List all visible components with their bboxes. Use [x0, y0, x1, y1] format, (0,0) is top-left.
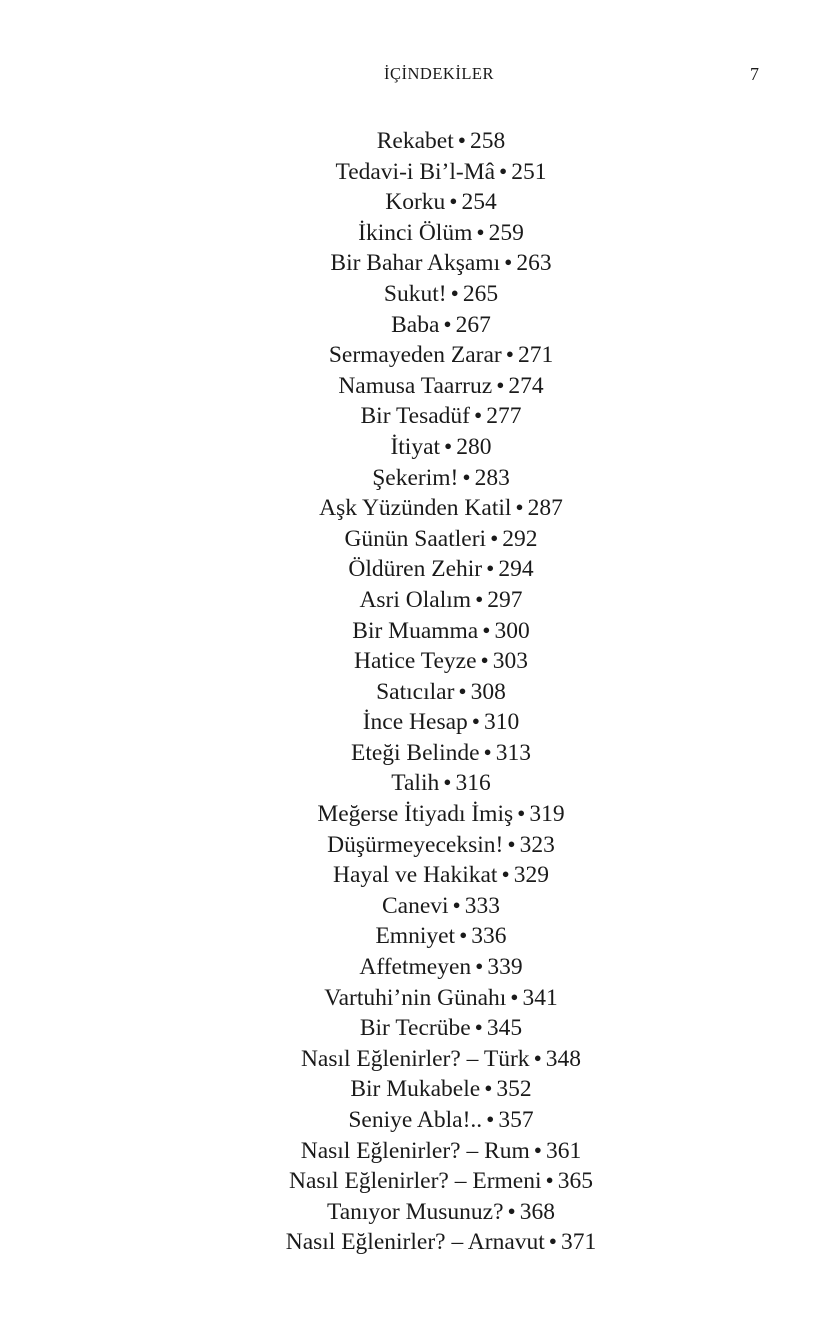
toc-entry: [0, 187, 827, 218]
toc-entry-title: Rekabet: [376, 128, 454, 154]
toc-entry: [0, 524, 827, 555]
toc-entry-title: Asri Olalım: [359, 586, 472, 613]
toc-entry-title: Emniyet: [375, 923, 456, 950]
toc-entry-title: Öldüren Zehir: [348, 556, 483, 583]
bullet-separator: •: [475, 954, 484, 981]
bullet-separator: •: [482, 617, 491, 644]
toc-entry: [0, 677, 827, 708]
toc-entry: [0, 646, 827, 677]
bullet-separator: •: [458, 678, 467, 705]
bullet-separator: •: [496, 372, 505, 399]
toc-entry-title: Affetmeyen: [359, 954, 472, 981]
bullet-separator: •: [452, 892, 461, 919]
toc-entry-title: Bir Mukabele: [350, 1076, 481, 1103]
bullet-separator: •: [462, 464, 471, 491]
bullet-separator: •: [450, 280, 459, 307]
toc-entry: [0, 585, 827, 616]
bullet-separator: •: [545, 1168, 554, 1195]
toc-entry-page: 283: [474, 464, 510, 491]
toc-entry-title: Vartuhi’nin Günahı: [324, 984, 507, 1011]
toc-entry-title: Bir Tecrübe: [359, 1015, 471, 1042]
bullet-separator: •: [548, 1229, 558, 1256]
bullet-separator: •: [505, 342, 514, 369]
toc-entry-title: İnce Hesap: [362, 709, 468, 736]
toc-entry: [0, 1105, 827, 1136]
toc-entry-title: Nasıl Eğlenirler? – Arnavut: [285, 1229, 545, 1256]
bullet-separator: •: [471, 709, 481, 736]
toc-entry: [0, 279, 827, 310]
bullet-separator: •: [486, 556, 495, 583]
bullet-separator: •: [459, 923, 468, 950]
toc-entry-page: 294: [498, 556, 534, 583]
toc-entry-title: Düşürmeyeceksin!: [327, 831, 504, 858]
toc-entry-title: İkinci Ölüm: [358, 219, 473, 246]
toc-entry-title: Tedavi-i Bi’l-Mâ: [335, 158, 496, 185]
toc-entry: [0, 371, 827, 402]
toc-entry-page: 274: [508, 372, 544, 399]
toc-entry-page: 316: [455, 770, 491, 797]
toc-entry: [0, 891, 827, 922]
toc-entry-page: 368: [519, 1198, 555, 1225]
toc-entry: [0, 554, 827, 585]
toc-entry-title: Günün Saatleri: [344, 525, 487, 552]
toc-entry: [0, 1074, 827, 1105]
toc-entry-page: 329: [513, 862, 549, 889]
table-of-contents: [0, 126, 827, 1258]
toc-entry-title: Sermayeden Zarar: [328, 342, 502, 369]
toc-entry-page: 259: [488, 219, 524, 246]
toc-entry-title: İtiyat: [390, 433, 441, 460]
toc-entry-page: 365: [557, 1168, 594, 1195]
toc-entry: [0, 1136, 827, 1167]
bullet-separator: •: [517, 801, 526, 828]
toc-entry-page: 341: [522, 984, 558, 1011]
bullet-separator: •: [501, 862, 510, 889]
toc-entry-title: Namusa Taarruz: [338, 372, 493, 399]
toc-entry-title: Talih: [391, 770, 440, 797]
toc-entry-page: 297: [487, 586, 523, 613]
toc-entry: [0, 401, 827, 432]
bullet-separator: •: [457, 128, 466, 154]
toc-entry-page: 310: [484, 709, 520, 736]
bullet-separator: •: [504, 250, 513, 277]
toc-entry-page: 254: [461, 189, 497, 216]
toc-entry-page: 319: [529, 801, 565, 828]
toc-entry: [0, 799, 827, 830]
toc-entry-page: 345: [486, 1015, 523, 1042]
toc-entry: [0, 1166, 827, 1197]
toc-entry-title: Tanıyor Musunuz?: [326, 1198, 504, 1225]
toc-entry: [0, 1227, 827, 1258]
toc-entry: [0, 921, 827, 952]
bullet-separator: •: [507, 831, 516, 858]
toc-entry-title: Nasıl Eğlenirler? – Ermeni: [288, 1168, 542, 1195]
toc-entry-page: 339: [487, 954, 523, 981]
page-title: İÇİNDEKİLER: [384, 64, 494, 83]
toc-entry: [0, 983, 827, 1014]
bullet-separator: •: [475, 586, 484, 613]
toc-entry: [0, 310, 827, 341]
toc-entry: [0, 126, 827, 157]
toc-entry-page: 267: [455, 311, 491, 338]
toc-entry-page: 323: [519, 831, 555, 858]
bullet-separator: •: [483, 739, 492, 766]
toc-entry-title: Hayal ve Hakikat: [333, 862, 498, 889]
toc-entry: [0, 157, 827, 188]
toc-entry: [0, 1044, 827, 1075]
toc-entry-title: Meğerse İtiyadı İmiş: [317, 801, 514, 828]
toc-entry-title: Şekerim!: [372, 464, 459, 491]
toc-entry-page: 308: [470, 678, 506, 705]
toc-entry: [0, 830, 827, 861]
toc-entry-page: 287: [527, 495, 563, 522]
toc-entry: [0, 432, 827, 463]
toc-entry-page: 361: [546, 1137, 582, 1164]
bullet-separator: •: [515, 495, 524, 522]
bullet-separator: •: [476, 219, 485, 246]
toc-entry-page: 280: [456, 433, 492, 460]
toc-entry: [0, 952, 827, 983]
toc-entry: [0, 707, 827, 738]
toc-entry-page: 336: [471, 923, 507, 950]
toc-entry-page: 258: [469, 128, 506, 154]
toc-entry: [0, 463, 827, 494]
bullet-separator: •: [449, 189, 458, 216]
toc-entry-page: 333: [464, 892, 501, 919]
bullet-separator: •: [443, 311, 452, 338]
toc-entry: [0, 768, 827, 799]
bullet-separator: •: [533, 1137, 543, 1164]
toc-entry-page: 371: [561, 1229, 597, 1256]
bullet-separator: •: [510, 984, 519, 1011]
toc-entry-title: Seniye Abla!..: [348, 1107, 483, 1133]
toc-entry-page: 251: [511, 158, 547, 185]
running-header: [0, 64, 827, 86]
toc-entry-title: Canevi: [381, 892, 449, 919]
toc-entry-title: Nasıl Eğlenirler? – Türk: [300, 1045, 530, 1072]
toc-entry: [0, 493, 827, 524]
bullet-separator: •: [480, 648, 489, 675]
toc-entry-title: Bir Muamma: [352, 617, 479, 644]
toc-entry-page: 265: [462, 280, 499, 307]
toc-entry-page: 313: [495, 739, 532, 766]
bullet-separator: •: [474, 1015, 483, 1042]
toc-entry: [0, 218, 827, 249]
toc-entry-page: 292: [502, 525, 538, 552]
toc-entry: [0, 738, 827, 769]
toc-entry-title: Sukut!: [383, 280, 447, 307]
toc-entry-title: Hatice Teyze: [353, 648, 477, 675]
toc-entry: [0, 340, 827, 371]
toc-entry: [0, 1197, 827, 1228]
bullet-separator: •: [484, 1076, 493, 1103]
toc-entry-title: Eteği Belinde: [350, 739, 480, 766]
toc-entry-title: Satıcılar: [376, 678, 455, 705]
toc-entry-page: 303: [492, 648, 528, 675]
bullet-separator: •: [507, 1198, 516, 1225]
bullet-separator: •: [490, 525, 499, 552]
toc-entry-page: 263: [516, 250, 552, 277]
bullet-separator: •: [444, 433, 453, 460]
toc-entry-page: 348: [545, 1045, 582, 1072]
toc-entry-page: 352: [496, 1076, 532, 1103]
toc-entry-title: Korku: [385, 189, 446, 216]
toc-entry-page: 277: [486, 403, 522, 430]
toc-entry-page: 357: [498, 1107, 534, 1133]
toc-entry-title: Bir Bahar Akşamı: [330, 250, 501, 277]
toc-entry-title: Baba: [391, 311, 440, 338]
toc-entry: [0, 1013, 827, 1044]
toc-entry-page: 300: [494, 617, 530, 644]
bullet-separator: •: [443, 770, 452, 797]
bullet-separator: •: [533, 1045, 542, 1072]
page-number: 7: [750, 64, 759, 84]
bullet-separator: •: [474, 403, 483, 430]
toc-entry-title: Nasıl Eğlenirler? – Rum: [300, 1137, 530, 1164]
bullet-separator: •: [499, 158, 508, 185]
toc-entry: [0, 248, 827, 279]
toc-entry-title: Bir Tesadüf: [360, 403, 471, 430]
toc-entry: [0, 860, 827, 891]
toc-entry: [0, 616, 827, 647]
bullet-separator: •: [486, 1107, 495, 1133]
toc-entry-title: Aşk Yüzünden Katil: [319, 495, 512, 522]
toc-entry-page: 271: [517, 342, 554, 369]
